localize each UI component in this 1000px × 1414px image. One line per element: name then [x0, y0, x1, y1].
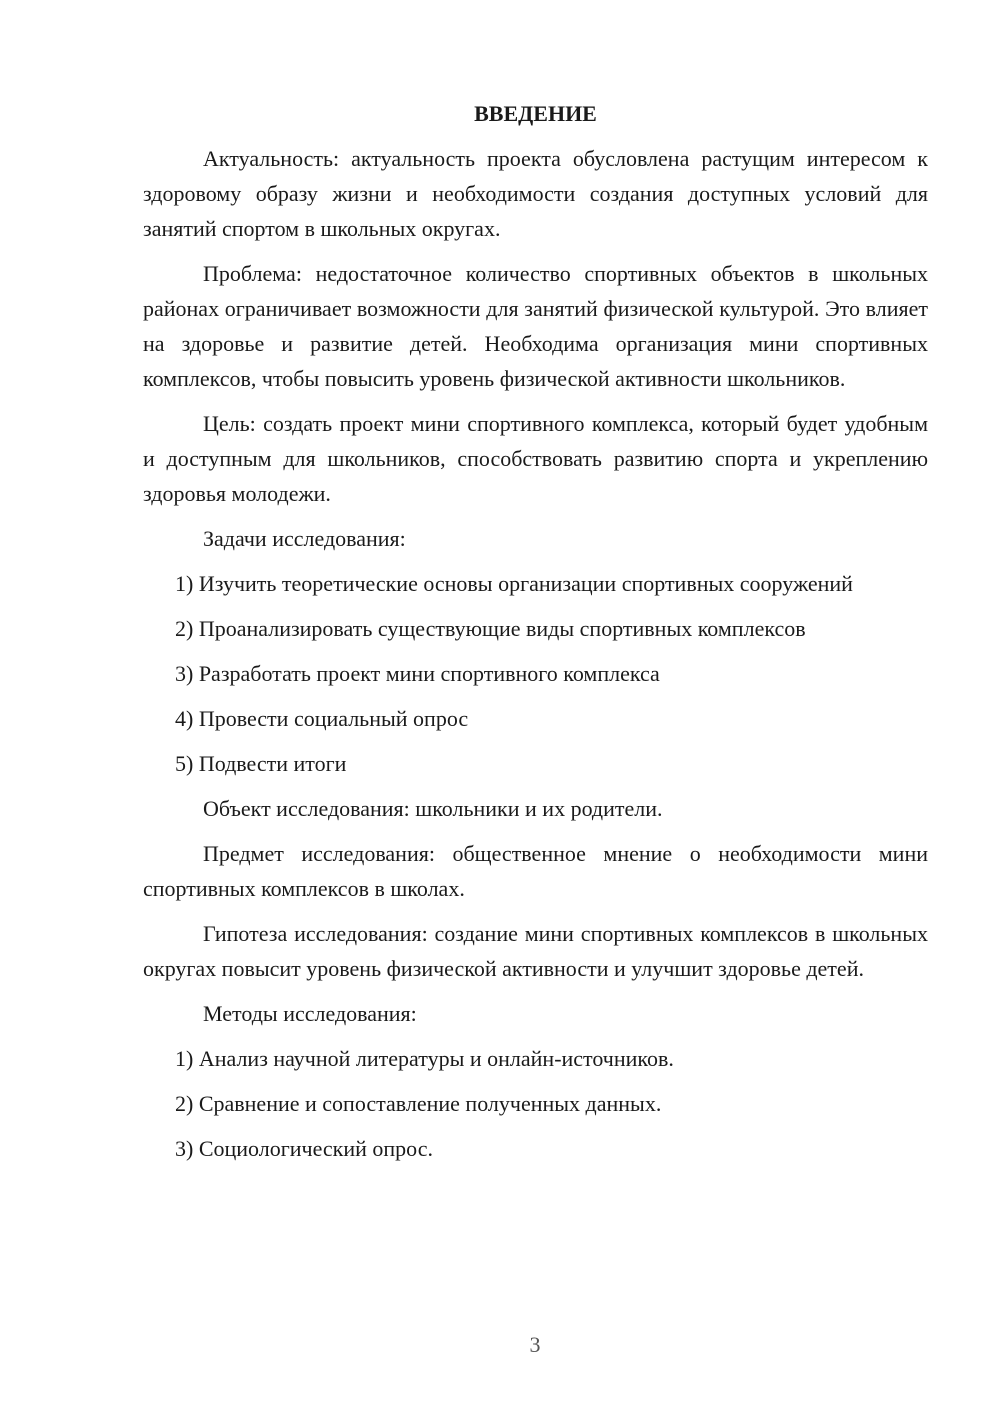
relevance-paragraph: Актуальность: актуальность проекта обусловлена растущим интересом к здоровому образу жизни и необходимости создания доступных условий для занятий спортом в школьных округах.	[143, 146, 928, 241]
list-item: 1) Анализ научной литературы и онлайн-источников.	[175, 1046, 674, 1071]
page-title-text: ВВЕДЕНИЕ	[474, 101, 597, 126]
list-item: 3) Разработать проект мини спортивного комплекса	[175, 661, 660, 686]
page-title	[143, 96, 928, 131]
list-item: 1) Изучить теоретические основы организации спортивных сооружений	[175, 571, 853, 596]
object-paragraph: Объект исследования: школьники и их родители.	[203, 796, 663, 821]
list-item: 2) Проанализировать существующие виды спортивных комплексов	[175, 616, 806, 641]
problem-paragraph: Проблема: недостаточное количество спортивных объектов в школьных районах ограничивает возможности для занятий физической культурой. Это влияет на здоровье и развитие детей. Необходима организация мини спортивных комплексов, чтобы повысить уровень физической активности школьников.	[143, 261, 928, 391]
tasks-title: Задачи исследования:	[203, 526, 406, 551]
methods-list	[143, 1041, 928, 1166]
list-item: 4) Провести социальный опрос	[175, 706, 469, 731]
list-item: 2) Сравнение и сопоставление полученных данных.	[175, 1091, 662, 1116]
document-page	[143, 96, 928, 1176]
list-item: 5) Подвести итоги	[175, 751, 347, 776]
subject-paragraph: Предмет исследования: общественное мнение о необходимости мини спортивных комплексов в школах.	[143, 841, 928, 901]
page-number: 3	[529, 1332, 541, 1357]
tasks-list	[143, 566, 928, 781]
goal-paragraph: Цель: создать проект мини спортивного комплекса, который будет удобным и доступным для школьников, способствовать развитию спорта и укреплению здоровья молодежи.	[143, 411, 928, 506]
hypothesis-paragraph: Гипотеза исследования: создание мини спортивных комплексов в школьных округах повысит уровень физической активности и улучшит здоровье детей.	[143, 921, 928, 981]
list-item: 3) Социологический опрос.	[175, 1136, 433, 1161]
methods-title: Методы исследования:	[203, 1001, 417, 1026]
